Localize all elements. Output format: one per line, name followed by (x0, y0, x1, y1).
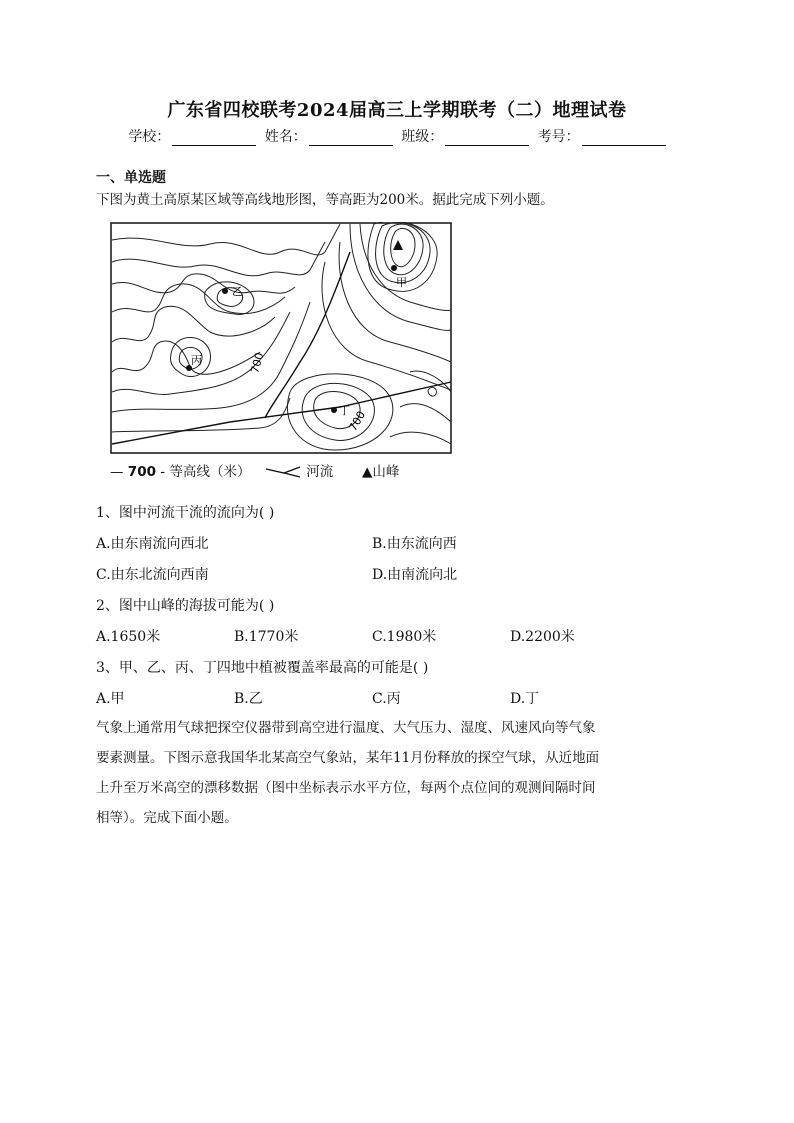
school-field: 学校： (128, 126, 256, 146)
peak-legend-icon: ▲ (362, 464, 373, 480)
contour-map-svg (110, 222, 452, 454)
point-ding-dot (331, 407, 337, 413)
school-blank (172, 131, 256, 146)
intro2-line-1: 气象上通常用气球把探空仪器带到高空进行温度、大气压力、湿度、风速风向等气象 (96, 720, 596, 736)
q2-option-c[interactable]: C.1980米 (372, 629, 437, 645)
label-ding: 丁 (339, 404, 350, 417)
q2-option-b[interactable]: B.1770米 (234, 629, 299, 645)
q1-option-c[interactable]: C.由东北流向西南 (96, 567, 209, 583)
exam-number-field: 考号： (538, 126, 666, 146)
label-yi: 乙 (232, 285, 243, 298)
q1-option-a[interactable]: A.由东南流向西北 (96, 536, 209, 552)
name-blank (309, 131, 393, 146)
class-field: 班级： (401, 126, 529, 146)
legend-peak: ▲山峰 (362, 464, 400, 480)
q1-option-b[interactable]: B.由东流向西 (372, 536, 457, 552)
exam-number-blank (582, 131, 666, 146)
point-yi-dot (222, 288, 228, 294)
intro2-line-4: 相等）。完成下面小题。 (96, 810, 238, 826)
name-field: 姓名： (265, 126, 393, 146)
intro2-line-3: 上升至万米高空的漂移数据（图中坐标表示水平方位，每两个点位间的观测间隔时间 (96, 780, 596, 796)
q2-option-a[interactable]: A.1650米 (96, 629, 161, 645)
intro2-line-2: 要素测量。下图示意我国华北某高空气象站，某年11月份释放的探空气球，从近地面 (96, 750, 600, 766)
contour-label-700-right: 700 (346, 408, 369, 434)
section-title: 一、单选题 (96, 170, 166, 186)
label-jia: 甲 (396, 276, 407, 289)
river-legend-icon (264, 465, 302, 479)
intro-text-1: 下图为黄土高原某区域等高线地形图，等高距为200米。据此完成下列小题。 (96, 192, 554, 208)
contour-map (110, 222, 452, 454)
map-legend (110, 460, 510, 482)
q2-option-d[interactable]: D.2200米 (510, 629, 575, 645)
legend-river: 河流 (264, 460, 333, 480)
map-frame (111, 223, 451, 453)
question-2-stem: 2、图中山峰的海拔可能为( ) (96, 598, 275, 614)
page-title: 广东省四校联考2024届高三上学期联考（二）地理试卷 (167, 100, 627, 121)
question-3-stem: 3、甲、乙、丙、丁四地中植被覆盖率最高的可能是( ) (96, 660, 429, 676)
q3-option-b[interactable]: B.乙 (234, 691, 263, 707)
q3-option-c[interactable]: C.丙 (372, 691, 401, 707)
q3-option-d[interactable]: D.丁 (510, 691, 540, 707)
question-1-stem: 1、图中河流干流的流向为( ) (96, 505, 275, 521)
label-bing: 丙 (191, 354, 202, 367)
q1-option-d[interactable]: D.由南流向北 (372, 567, 458, 583)
intro-text-2 (96, 713, 696, 833)
class-blank (445, 131, 529, 146)
student-info-line (0, 126, 794, 146)
point-jia-dot (391, 265, 397, 271)
q3-option-a[interactable]: A.甲 (96, 691, 125, 707)
contour-label-700-left: 700 (248, 351, 267, 375)
legend-contour: — 700 - 等高线（米） (110, 464, 251, 480)
